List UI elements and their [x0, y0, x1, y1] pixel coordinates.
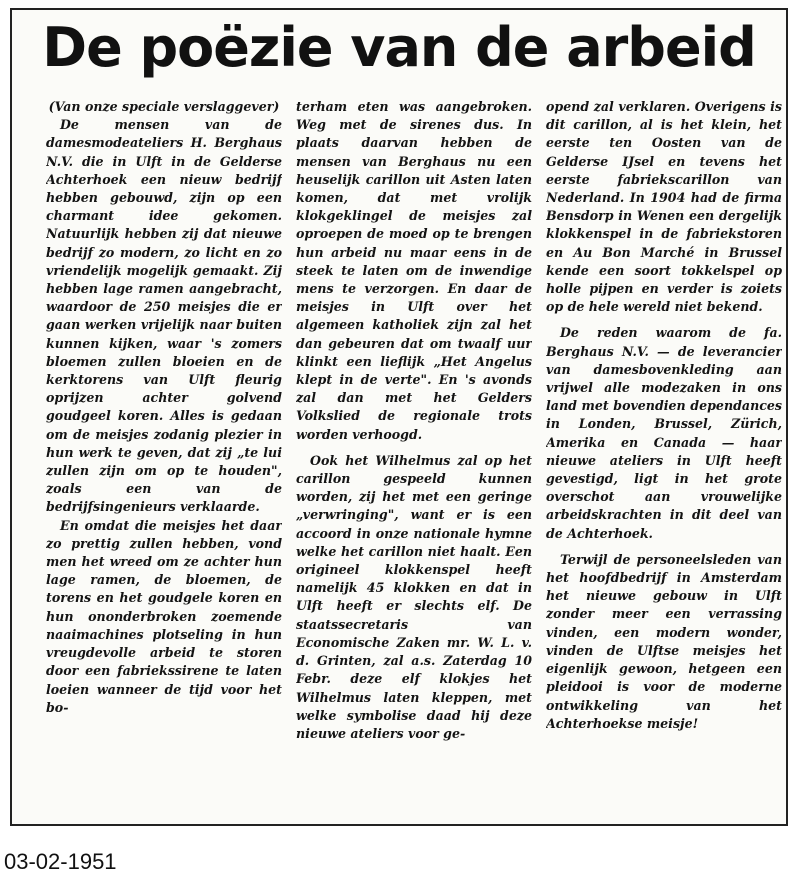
article-column-1: [46, 98, 282, 820]
article-paragraph: opend zal verklaren. Overigens is dit carillon, al is het klein, het eerste ten Oosten van de Gelderse IJsel en tevens het eerste fabriekscarillon van Nederland. In 1904 had de firma Bensdorp in Wenen een dergelijk klokkenspel in de fabriekstoren en Au Bon Marché in Brussel kende een soort tokkelspel op holle pijpen en verder is zoiets op de hele wereld niet bekend.: [546, 99, 782, 315]
article-paragraph: De mensen van de damesmodeateliers H. Berghaus N.V. die in Ulft in de Gelderse Achterhoek een nieuw bedrijf hebben gebouwd, zijn op een charmant idee gekomen. Natuurlijk hebben zij dat nieuwe bedrijf zo modern, zo licht en zo vriendelijk mogelijk gemaakt. Zij hebben lage ramen aangebracht, waardoor de 250 meisjes die er gaan werken vrijelijk naar buiten kunnen kijken, waar 's zomers bloemen zullen bloeien en de kerktorens van Ulft fleurig oprijzen achter golvend goudgeel koren. Alles is gedaan om de meisjes zodanig plezier in hun werk te geven, dat zij „te lui zullen zijn om op te houden", zoals een van de bedrijfsingenieurs verklaarde.: [46, 117, 282, 515]
article-columns: [46, 98, 784, 820]
newspaper-clipping: [10, 8, 788, 826]
article-paragraph: De reden waarom de fa. Berghaus N.V. — de leverancier van damesbovenkleding aan vrijwel alle modezaken in ons land met bovendien dependances in Londen, Brussel, Zürich, Amerika en Canada — haar nieuwe ateliers in Ulft heeft gevestigd, ligt in het grote overschot aan vrouwelijke arbeidskrachten in dit deel van de Achterhoek.: [546, 325, 782, 541]
article-column-3: [546, 98, 782, 820]
article-headline: De poëzie van de arbeid: [42, 16, 756, 79]
article-column-2: [296, 98, 532, 820]
publication-date: 03-02-1951: [4, 849, 117, 874]
article-paragraph: En omdat die meisjes het daar zo prettig zullen hebben, vond men het wreed om ze achter hun lage ramen, de bloemen, de torens en het goudgele koren en hun ononderbroken zoemende naaimachines plotseling in hun vreugdevolle arbeid te storen door een fabriekssirene te laten loeien wanneer de tijd voor het bo-: [46, 517, 282, 715]
article-byline: (Van onze speciale verslaggever): [48, 99, 280, 114]
article-paragraph: Ook het Wilhelmus zal op het carillon gespeeld kunnen worden, zij het met een geringe „verwringing", want er is een accoord in onze nationale hymne welke het carillon niet haalt. Een origineel klokkenspel heeft namelijk 45 klokken en dat in Ulft heeft er slechts elf. De staatssecretaris van Economische Zaken mr. W. L. v. d. Grinten, zal a.s. Zaterdag 10 Febr. deze elf klokjes het Wilhelmus laten kleppen, met welke symbolise daad hij deze nieuwe ateliers voor ge-: [296, 452, 532, 741]
article-paragraph: terham eten was aangebroken. Weg met de sirenes dus. In plaats daarvan hebben de mensen van Berghaus nu een heuselijk carillon uit Asten laten komen, dat met vrolijk klokgeklingel de meisjes zal oproepen de moed op te brengen hun arbeid nu maar eens in de steek te laten om de inwendige mens te verzorgen. En daar de meisjes in Ulft over het algemeen katholiek zijn zal het dan gebeuren dat om twaalf uur klinkt een lieflijk „Het Angelus klept in de verte". En 's avonds zal dan met het Gelders Volkslied de regionale trots worden verhoogd.: [296, 99, 532, 442]
article-paragraph: Terwijl de personeelsleden van het hoofdbedrijf in Amsterdam het nieuwe gebouw in Ulft zonder meer een verrassing vinden, een modern wonder, vinden de Ulftse meisjes het eigenlijk gewoon, hetgeen een pleidooi is voor de moderne ontwikkeling van het Achterhoekse meisje!: [546, 551, 782, 731]
